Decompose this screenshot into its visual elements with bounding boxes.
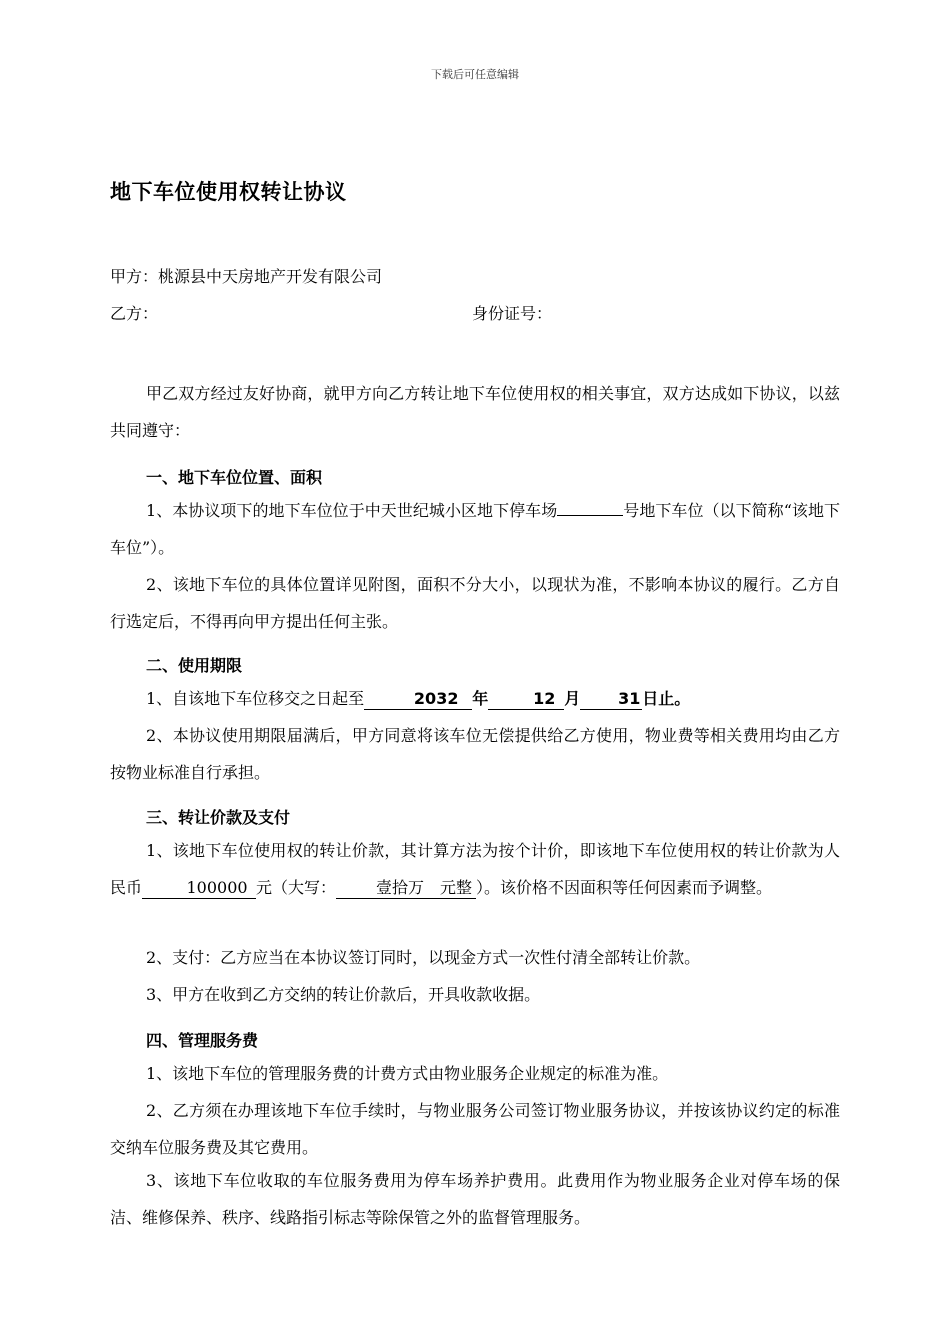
month-unit: 月 xyxy=(564,689,581,708)
section4-item3: 3、该地下车位收取的车位服务费用为停车场养护费用。此费用作为物业服务企业对停车场的保洁、维修保养、秩序、线路指引标志等除保管之外的监督管理服务。 xyxy=(110,1171,840,1227)
section1-heading: 一、地下车位位置、面积 xyxy=(146,468,323,487)
day-unit: 日止。 xyxy=(642,689,691,708)
section3-item2: 2、支付：乙方应当在本协议签订同时，以现金方式一次性付清全部转让价款。 xyxy=(146,948,701,967)
party-b-line: 乙方： xyxy=(110,304,159,323)
header-note: 下载后可任意编辑 xyxy=(431,68,519,81)
end-year-field[interactable]: 2032 xyxy=(364,689,472,710)
section2-item2: 2、本协议使用期限届满后，甲方同意将该车位无偿提供给乙方使用，物业费等相关费用均由乙方按物业标准自行承担。 xyxy=(110,726,840,782)
section2-item1-text: 1、自该地下车位移交之日起至 xyxy=(146,689,365,708)
section2-item1 xyxy=(110,680,840,717)
end-day-field[interactable]: 31 xyxy=(580,689,642,710)
section3-heading: 三、转让价款及支付 xyxy=(146,808,291,827)
section2-heading: 二、使用期限 xyxy=(146,656,243,675)
section1-item1-text-end: 号地下车位（以下简称“该地下车位”）。 xyxy=(110,501,840,557)
section4-item2: 2、乙方须在办理该地下车位手续时，与物业服务公司签订物业服务协议，并按该协议约定的标准交纳车位服务费及其它费用。 xyxy=(110,1101,840,1157)
party-a-line: 甲方：桃源县中天房地产开发有限公司 xyxy=(110,267,383,286)
section4-item1: 1、该地下车位的管理服务费的计费方式由物业服务企业规定的标准为准。 xyxy=(146,1064,669,1083)
parking-number-blank[interactable] xyxy=(557,497,623,516)
intro-paragraph: 甲乙双方经过友好协商，就甲方向乙方转让地下车位使用权的相关事宜，双方达成如下协议，以兹共同遵守： xyxy=(110,384,840,440)
section1-item2: 2、该地下车位的具体位置详见附图，面积不分大小，以现状为准，不影响本协议的履行。乙方自行选定后，不得再向甲方提出任何主张。 xyxy=(110,575,840,631)
section3-item1-text: 1、该地下车位使用权的转让价款，其计算方法为按个计价，即该地下车位使用权的转让价款为人民币 xyxy=(110,841,840,897)
id-number-label: 身份证号： xyxy=(472,304,553,323)
section3-item1 xyxy=(110,832,840,906)
section3-item3: 3、甲方在收到乙方交纳的转让价款后，开具收款收据。 xyxy=(146,985,541,1004)
section3-item1-text-end: ）。该价格不因面积等任何因素而予调整。 xyxy=(476,878,773,897)
document-title: 地下车位使用权转让协议 xyxy=(110,180,347,204)
end-month-field[interactable]: 12 xyxy=(488,689,564,710)
price-mid-text: 元（大写： xyxy=(256,878,337,897)
section4-heading: 四、管理服务费 xyxy=(146,1031,259,1050)
price-amount-field[interactable]: 100000 xyxy=(142,878,256,899)
section1-item1-text: 1、本协议项下的地下车位位于中天世纪城小区地下停车场 xyxy=(146,501,558,520)
year-unit: 年 xyxy=(472,689,489,708)
price-words-field[interactable]: 壹拾万 元整 xyxy=(336,878,476,899)
section1-item1 xyxy=(110,492,840,566)
